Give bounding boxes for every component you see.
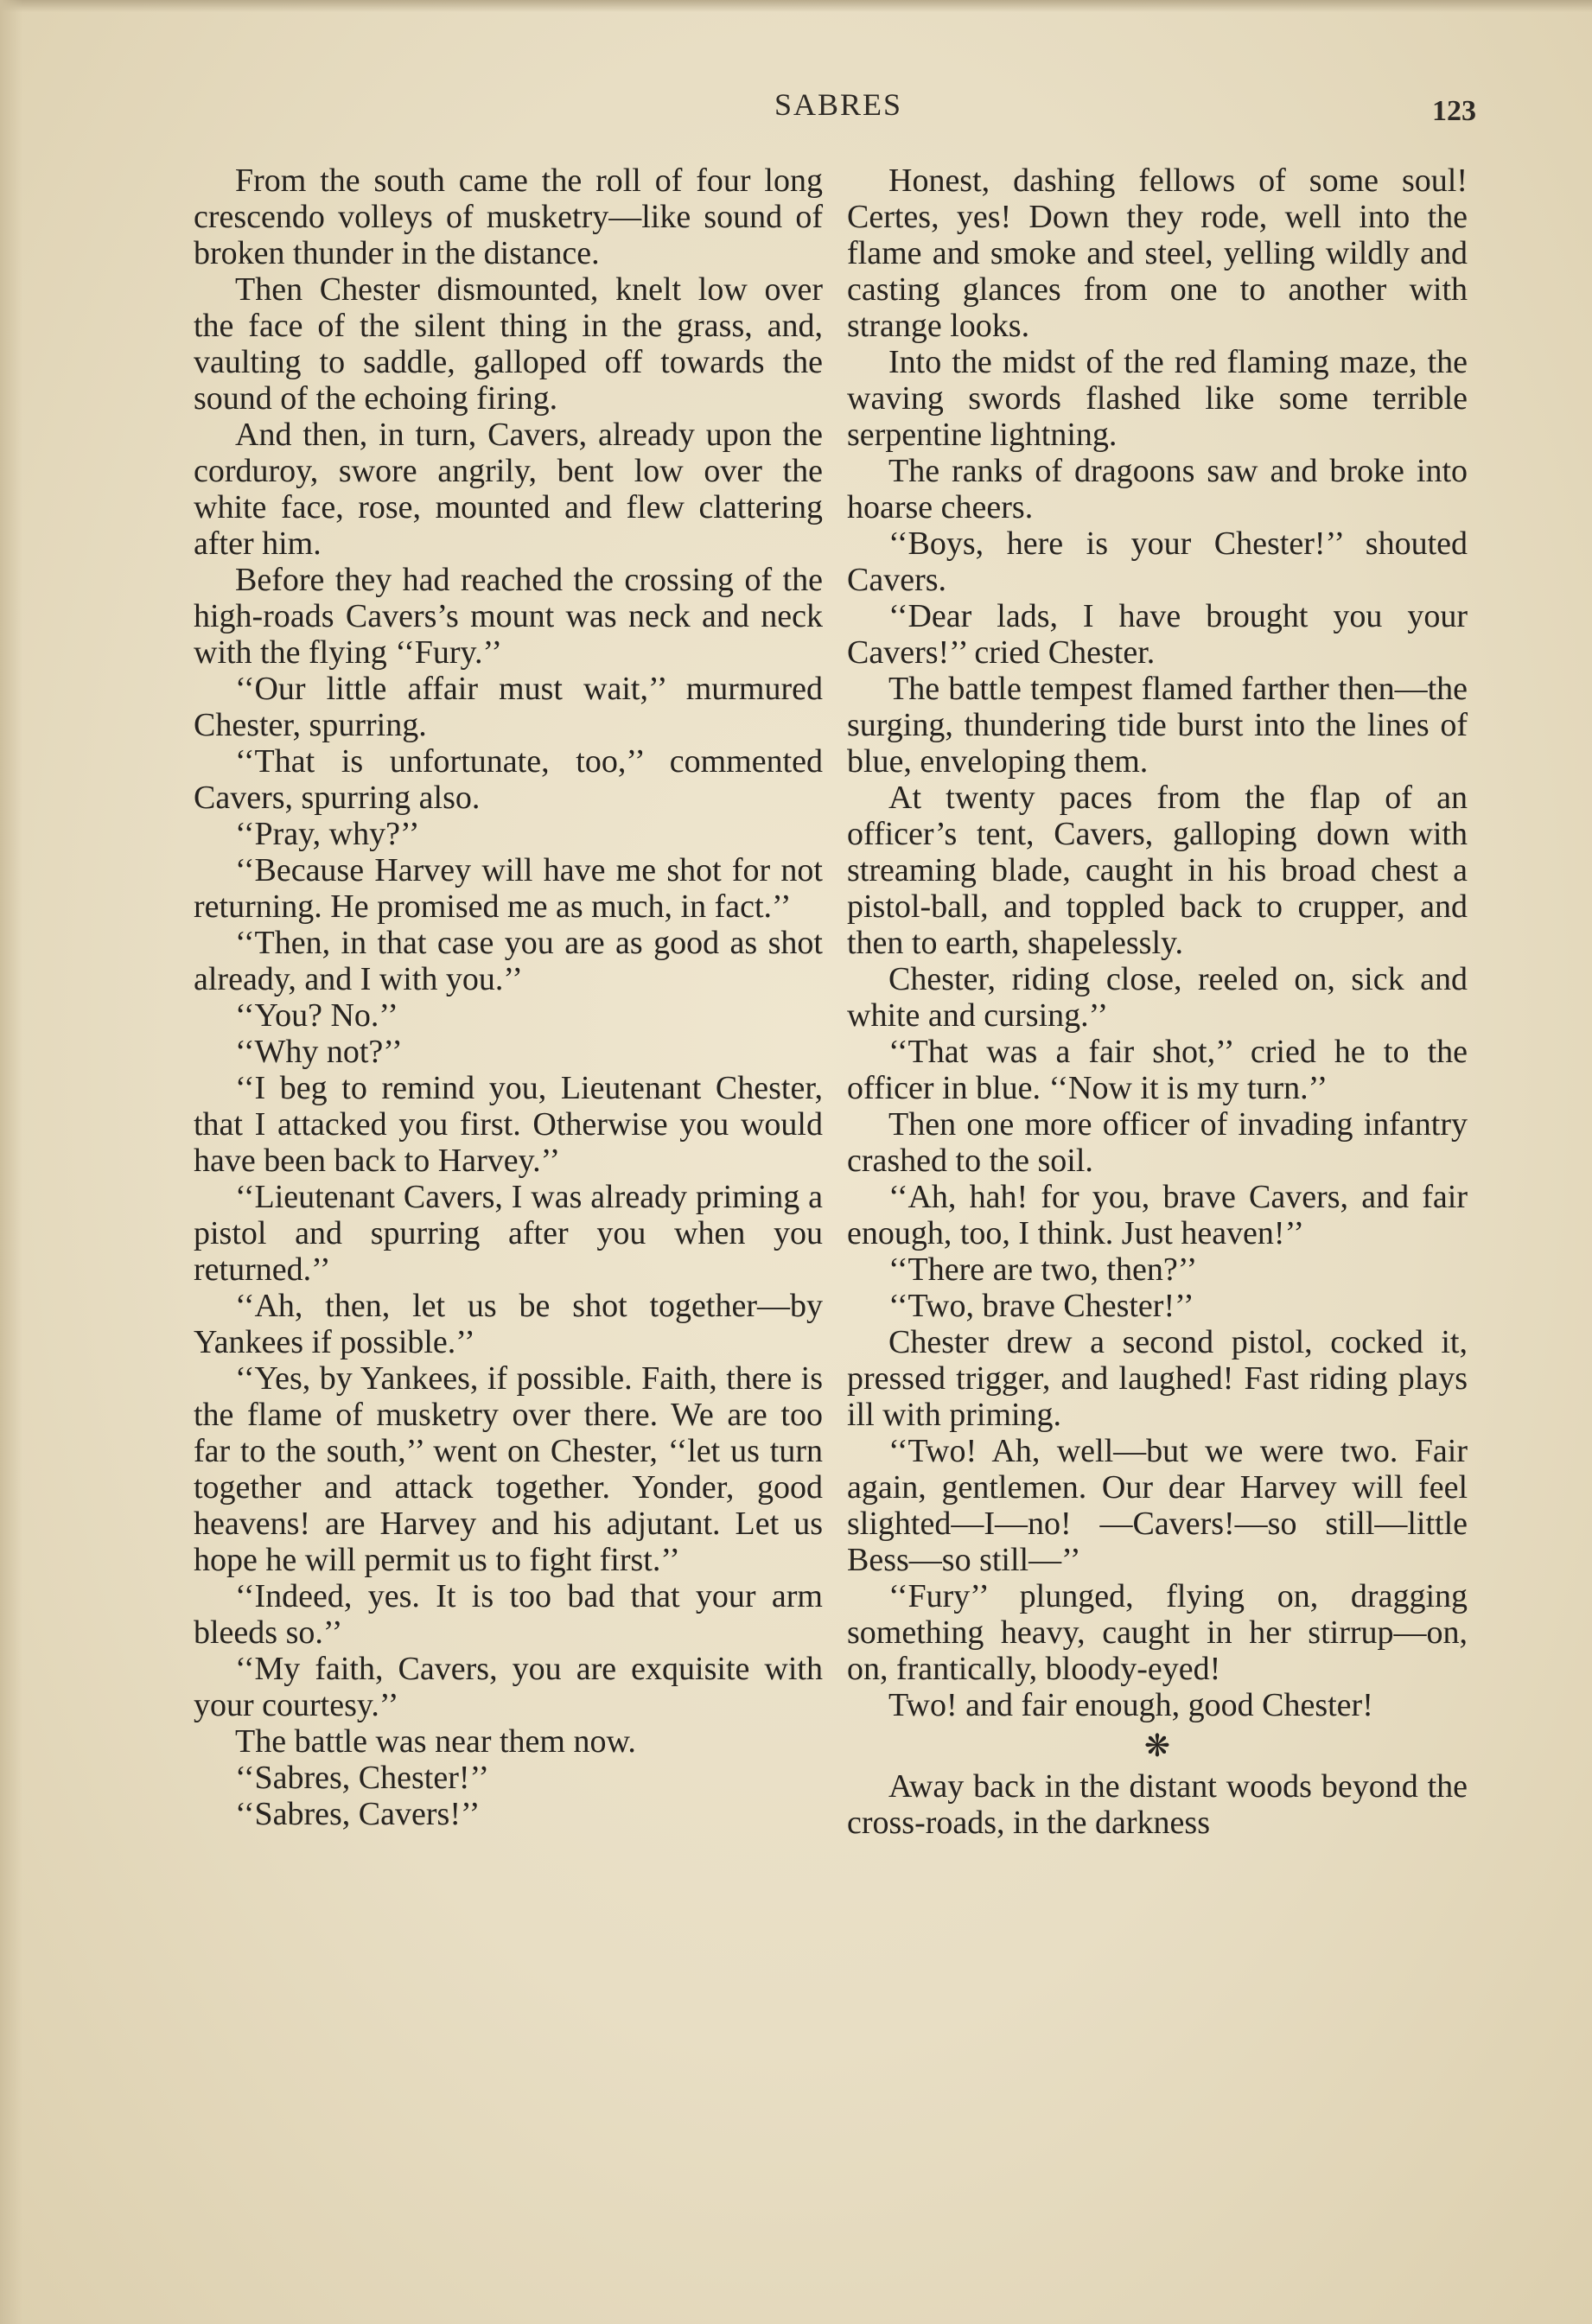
paragraph: ‘‘Boys, here is your Chester!’’ shouted Cavers. xyxy=(847,525,1468,598)
page-header xyxy=(0,86,1592,138)
paragraph: ‘‘Because Harvey will have me shot for not returning. He promised me as much, in fact.’’ xyxy=(194,852,823,925)
paragraph: ‘‘Then, in that case you are as good as shot already, and I with you.’’ xyxy=(194,925,823,997)
paragraph: ‘‘Pray, why?’’ xyxy=(235,816,420,852)
paragraph: ‘‘Fury’’ plunged, flying on, dragging something heavy, caught in her stirrup—on, on, frantically, bloody-eyed! xyxy=(847,1578,1468,1687)
paragraph: ‘‘Dear lads, I have brought you your Cavers!’’ cried Chester. xyxy=(847,598,1468,671)
paragraph: ‘‘Ah, then, let us be shot together—by Yankees if possible.’’ xyxy=(194,1288,823,1360)
page-number: 123 xyxy=(1432,95,1476,127)
paragraph: The battle tempest flamed farther then—the surging, thundering tide burst into the lines of blue, enveloping them. xyxy=(847,671,1468,780)
paragraph: Chester, riding close, reeled on, sick and white and cursing.’’ xyxy=(847,961,1468,1034)
paragraph: ‘‘Indeed, yes. It is too bad that your arm bleeds so.’’ xyxy=(194,1578,823,1651)
left-text-column xyxy=(194,162,823,1832)
paragraph: And then, in turn, Cavers, already upon the corduroy, swore angrily, bent low over the white face, rose, mounted and flew clattering after him. xyxy=(194,417,823,562)
paragraph: ‘‘That was a fair shot,’’ cried he to the officer in blue. ‘‘Now it is my turn.’’ xyxy=(847,1034,1468,1106)
paragraph: ‘‘My faith, Cavers, you are exquisite with your courtesy.’’ xyxy=(194,1651,823,1723)
paragraph: Honest, dashing fellows of some soul! Certes, yes! Down they rode, well into the flame and smoke and steel, yelling wildly and casting glances from one to another with strange looks. xyxy=(847,162,1468,344)
paragraph: ‘‘Sabres, Cavers!’’ xyxy=(235,1796,481,1832)
paragraph: Two! and fair enough, good Chester! xyxy=(888,1687,1373,1723)
paragraph: ‘‘Two, brave Chester!’’ xyxy=(888,1288,1194,1324)
paragraph: ‘‘You? No.’’ xyxy=(235,997,398,1034)
paragraph: Before they had reached the crossing of the high-roads Cavers’s mount was neck and neck with the flying ‘‘Fury.’’ xyxy=(194,562,823,671)
paragraph: ‘‘Why not?’’ xyxy=(235,1034,403,1070)
paragraph: Then one more officer of invading infantry crashed to the soil. xyxy=(847,1106,1468,1179)
paragraph: ‘‘Our little affair must wait,’’ murmured Chester, spurring. xyxy=(194,671,823,743)
section-break-ornament: ❋ xyxy=(1143,1729,1171,1763)
paragraph: ‘‘Yes, by Yankees, if possible. Faith, there is the flame of musketry over there. We are too far to the south,’’ went on Chester, ‘‘let us turn together and attack together. Yonder, good heavens! are Harvey and his adjutant. Let us hope he will permit us to fight first.’’ xyxy=(194,1360,823,1578)
paragraph: Away back in the distant woods beyond the cross-roads, in the darkness xyxy=(847,1768,1468,1841)
paragraph: Chester drew a second pistol, cocked it, pressed trigger, and laughed! Fast riding plays ill with priming. xyxy=(847,1324,1468,1433)
paragraph: ‘‘I beg to remind you, Lieutenant Chester, that I attacked you first. Otherwise you would have been back to Harvey.’’ xyxy=(194,1070,823,1179)
paragraph: ‘‘Lieutenant Cavers, I was already priming a pistol and spurring after you when you returned.’’ xyxy=(194,1179,823,1288)
paragraph: ‘‘There are two, then?’’ xyxy=(888,1251,1198,1288)
running-head: SABRES xyxy=(774,87,903,122)
paragraph: ‘‘That is unfortunate, too,’’ commented Cavers, spurring also. xyxy=(194,743,823,816)
paragraph: Into the midst of the red flaming maze, the waving swords flashed like some terrible serpentine lightning. xyxy=(847,344,1468,453)
paragraph: At twenty paces from the flap of an officer’s tent, Cavers, galloping down with streaming blade, caught in his broad chest a pistol-ball, and toppled back to crupper, and then to earth, shapelessly. xyxy=(847,780,1468,961)
paragraph: ‘‘Sabres, Chester!’’ xyxy=(235,1760,490,1796)
paragraph: ‘‘Ah, hah! for you, brave Cavers, and fair enough, too, I think. Just heaven!’’ xyxy=(847,1179,1468,1251)
paragraph: The battle was near them now. xyxy=(235,1723,636,1760)
right-text-column xyxy=(847,162,1468,1841)
paragraph: From the south came the roll of four long crescendo volleys of musketry—like sound of broken thunder in the distance. xyxy=(194,162,823,271)
paragraph: The ranks of dragoons saw and broke into hoarse cheers. xyxy=(847,453,1468,525)
paragraph: Then Chester dismounted, knelt low over the face of the silent thing in the grass, and, vaulting to saddle, galloped off towards the sound of the echoing firing. xyxy=(194,271,823,417)
paragraph: ‘‘Two! Ah, well—but we were two. Fair again, gentlemen. Our dear Harvey will feel slighted—I—no! —Cavers!—so still—little Bess—so still—’’ xyxy=(847,1433,1468,1578)
